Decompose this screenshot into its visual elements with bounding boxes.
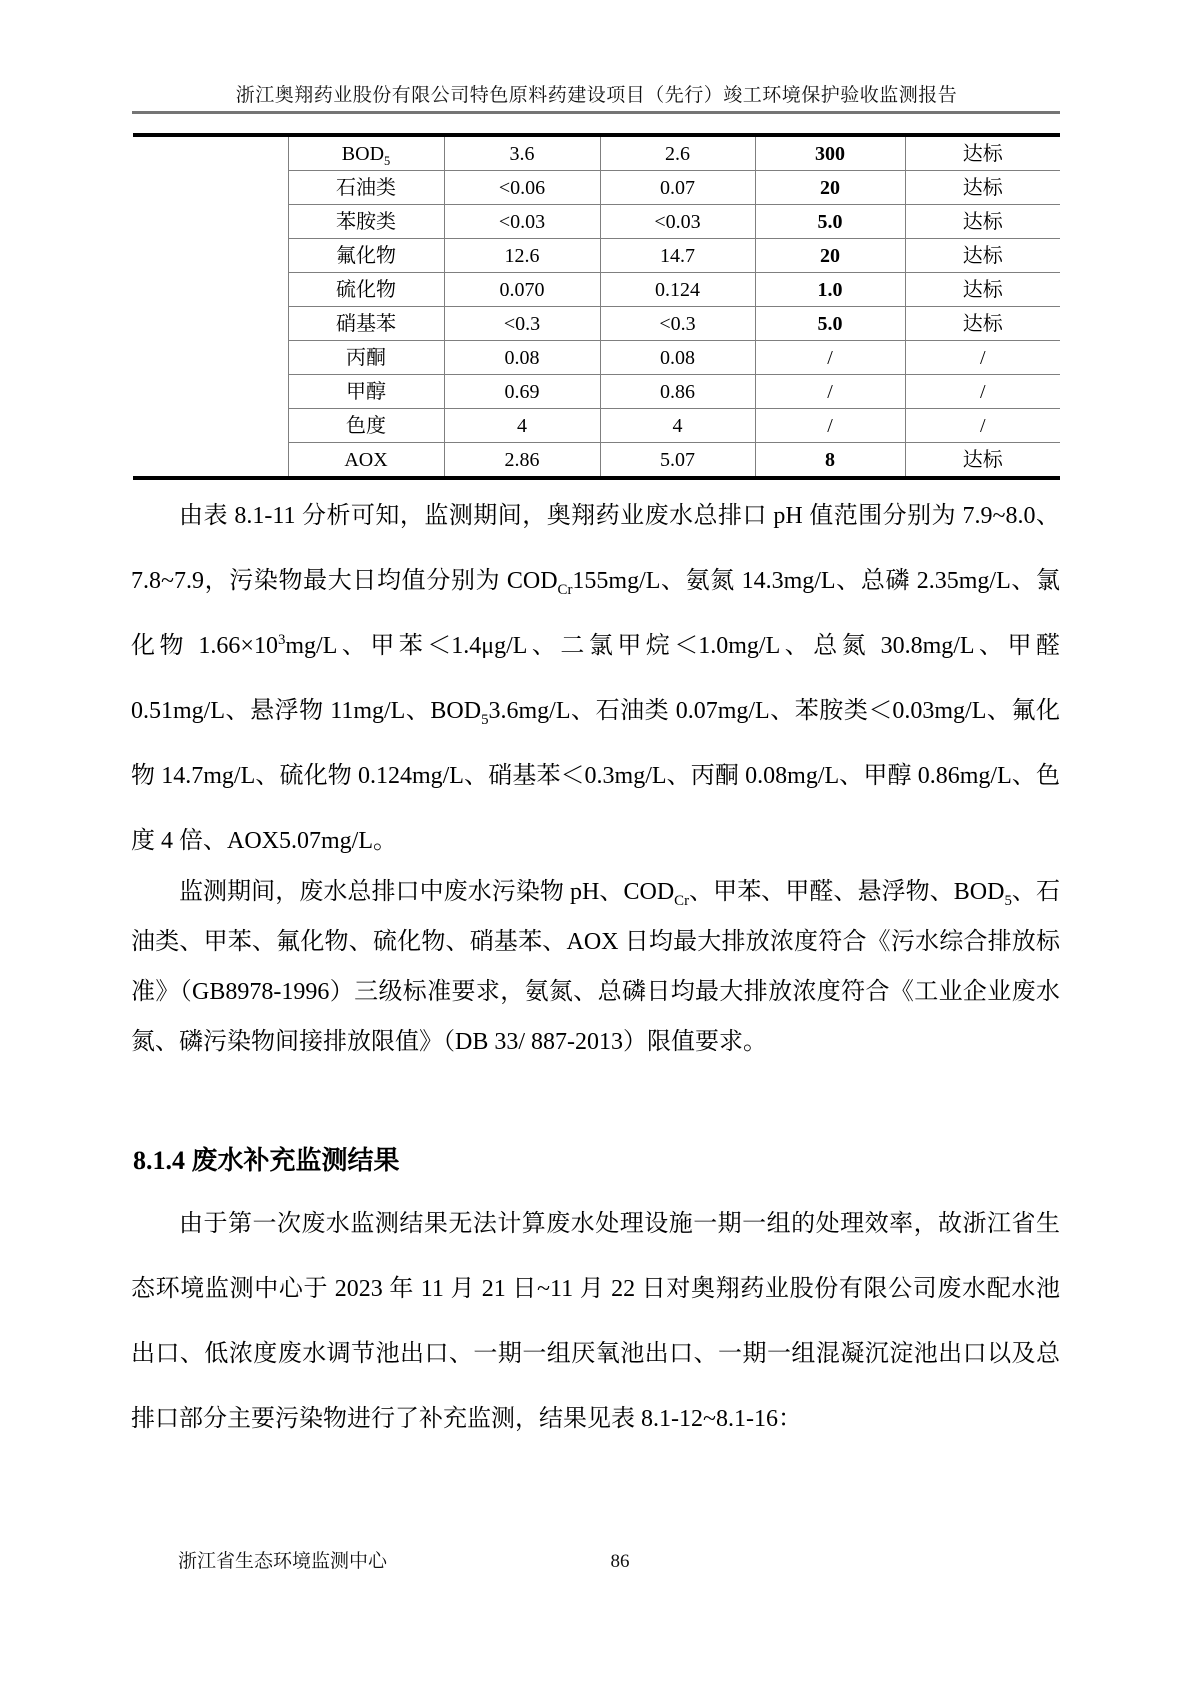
value2-cell: 2.6 (600, 135, 755, 171)
header-rule (132, 111, 1060, 114)
standard-cell: / (755, 409, 905, 443)
result-cell: 达标 (905, 239, 1060, 273)
paragraph-supplementary: 由于第一次废水监测结果无法计算废水处理设施一期一组的处理效率，故浙江省生态环境监测中心于 2023 年 11 月 21 日~11 月 22 日对奥翔药业股份有限公司废水配水池出口、低浓度废水调节池出口、一期一组厌氧池出口、一期一组混凝沉淀池出口以及总排口部分主要污染物进行了补充监测，结果见表 8.1-12~8.1-16： (131, 1211, 1060, 1432)
parameter-cell: 硫化物 (288, 273, 444, 307)
result-cell: 达标 (905, 273, 1060, 307)
standard-cell: 1.0 (755, 273, 905, 307)
standard-cell: 5.0 (755, 307, 905, 341)
parameter-cell: $BOD_5$ (288, 135, 444, 171)
result-cell: / (905, 341, 1060, 375)
standard-cell: / (755, 375, 905, 409)
results-table-body (133, 135, 1060, 478)
value1-cell: 0.08 (444, 341, 600, 375)
value1-cell: 4 (444, 409, 600, 443)
result-cell: 达标 (905, 443, 1060, 479)
merged-empty-cell (133, 135, 288, 478)
value2-cell: 0.86 (600, 375, 755, 409)
parameter-cell: 色度 (288, 409, 444, 443)
paragraph-compliance: 监测期间，废水总排口中废水污染物 pH、$COD_{Cr}$、甲苯、甲醛、悬浮物、$BOD_5$、石油类、甲苯、氟化物、硫化物、硝基苯、AOX 日均最大排放浓度符合《污水综合排放标准》（GB8978-1996）三级标准要求，氨氮、总磷日均最大排放浓度符合《工业企业废水氮、磷污染物间接排放限值》（DB 33/ 887-2013）限值要求。 (131, 879, 1060, 1055)
value1-cell: 3.6 (444, 135, 600, 171)
result-cell: 达标 (905, 205, 1060, 239)
value2-cell: <0.3 (600, 307, 755, 341)
value2-cell: 5.07 (600, 443, 755, 479)
parameter-cell: 丙酮 (288, 341, 444, 375)
value1-cell: 2.86 (444, 443, 600, 479)
paragraph-analysis: 由表 8.1-11 分析可知，监测期间，奥翔药业废水总排口 pH 值范围分别为 7.9~8.0、7.8~7.9，污染物最大日均值分别为 $COD_{Cr}155mg/L$、氨氮 14.3mg/L、总磷 2.35mg/L、氯化物 $1.66\times 10^3mg/L$、甲苯＜1.4μg/L、二氯甲烷＜1.0mg/L、总氮 30.8mg/L、甲醛 0.51mg/L、悬浮物 11mg/L、$BOD_53.6mg/L$、石油类 0.07mg/L、苯胺类＜0.03mg/L、氟化物 14.7mg/L、硫化物 0.124mg/L、硝基苯＜0.3mg/L、丙酮 0.08mg/L、甲醇 0.86mg/L、色度 4 倍、AOX5.07mg/L。 (131, 503, 1060, 854)
parameter-cell: 石油类 (288, 171, 444, 205)
value1-cell: <0.03 (444, 205, 600, 239)
standard-cell: 8 (755, 443, 905, 479)
standard-cell: 20 (755, 239, 905, 273)
result-cell: / (905, 409, 1060, 443)
result-cell: 达标 (905, 307, 1060, 341)
footer-organization: 浙江省生态环境监测中心 (178, 1551, 388, 1572)
table-row (133, 135, 1060, 171)
value2-cell: 4 (600, 409, 755, 443)
standard-cell: 300 (755, 135, 905, 171)
standard-cell: 5.0 (755, 205, 905, 239)
value1-cell: 12.6 (444, 239, 600, 273)
section-heading: 8.1.4 废水补充监测结果 (133, 1146, 400, 1175)
monitoring-results-table (133, 133, 1060, 480)
page-number: 86 (610, 1551, 630, 1572)
result-cell: / (905, 375, 1060, 409)
value1-cell: 0.69 (444, 375, 600, 409)
value2-cell: 0.124 (600, 273, 755, 307)
standard-cell: 20 (755, 171, 905, 205)
parameter-cell: 氟化物 (288, 239, 444, 273)
result-cell: 达标 (905, 135, 1060, 171)
parameter-cell: 硝基苯 (288, 307, 444, 341)
value2-cell: <0.03 (600, 205, 755, 239)
value2-cell: 0.07 (600, 171, 755, 205)
value1-cell: 0.070 (444, 273, 600, 307)
parameter-cell: AOX (288, 443, 444, 479)
value2-cell: 14.7 (600, 239, 755, 273)
value2-cell: 0.08 (600, 341, 755, 375)
header-title: 浙江奥翔药业股份有限公司特色原料药建设项目（先行）竣工环境保护验收监测报告 (235, 85, 958, 106)
standard-cell: / (755, 341, 905, 375)
parameter-cell: 甲醇 (288, 375, 444, 409)
parameter-cell: 苯胺类 (288, 205, 444, 239)
value1-cell: <0.06 (444, 171, 600, 205)
result-cell: 达标 (905, 171, 1060, 205)
value1-cell: <0.3 (444, 307, 600, 341)
